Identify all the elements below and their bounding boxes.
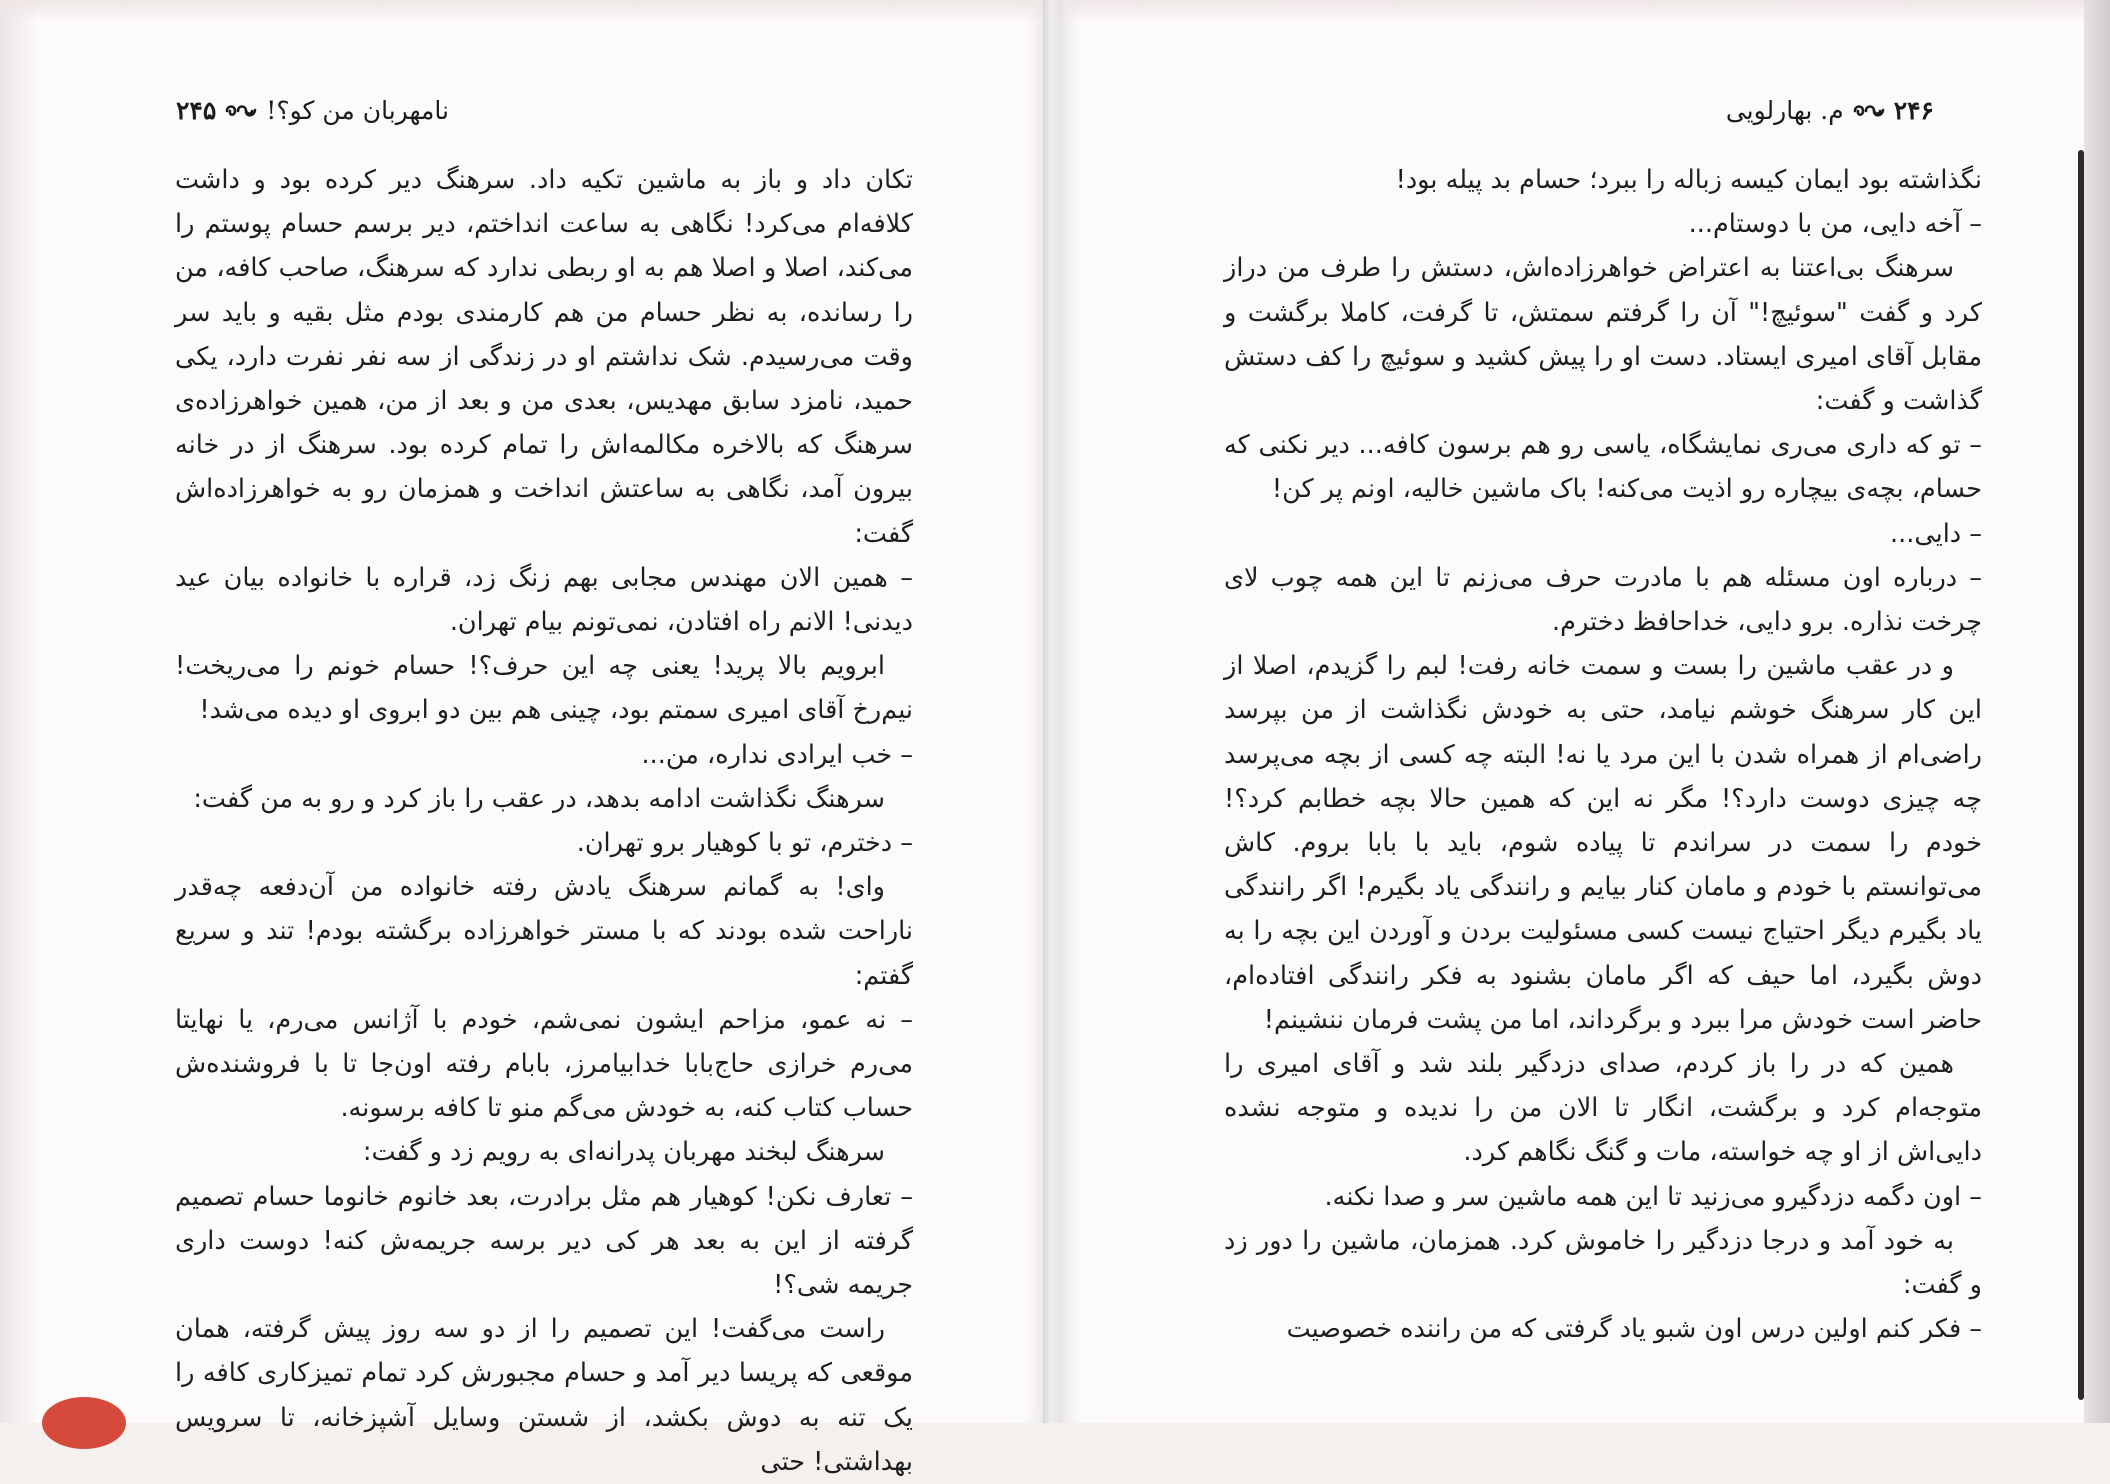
swirl-ornament-icon <box>224 102 258 120</box>
dialogue-line: – درباره اون مسئله هم با مادرت حرف می‌زنم تا این همه چوب لای چرخت نذاره. برو دایی، خداحافظ دخترم. <box>1224 562 1982 638</box>
page-number: ۲۴۵ <box>176 96 217 125</box>
paragraph: سرهنگ نگذاشت ادامه بدهد، در عقب را باز کرد و رو به من گفت: <box>193 783 885 814</box>
paragraph: راست می‌گفت! این تصمیم را از دو سه روز پیش گرفته، همان موقعی که پریسا دیر آمد و حسام مجبورش کرد تمام تمیزکاری کافه را یک تنه به دوش بکشد، از شستن وسایل آشپزخانه، تا سرویس بهداشتی! حتی <box>175 1314 913 1477</box>
right-page <box>1063 0 2110 1423</box>
paragraph: همین که در را باز کردم، صدای دزدگیر بلند شد و آقای امیری را متوجه‌ام کرد و برگشت، انگار تا الان من را ندیده و متوجه نشده دایی‌اش از او چه خواسته، مات و گنگ نگاهم کرد. <box>1224 1049 1982 1168</box>
dialogue-line: – دخترم، تو با کوهیار برو تهران. <box>576 828 913 859</box>
dialogue-line: – دایی... <box>1890 518 1982 549</box>
corner-mark <box>42 1397 126 1449</box>
dialogue-line: – آخه دایی، من با دوستام... <box>1688 209 1982 240</box>
page-outer-edge <box>2084 0 2110 1423</box>
dialogue-line: – اون دگمه دزدگیرو می‌زنید تا این همه ماشین سر و صدا نکنه. <box>1324 1181 1982 1212</box>
dialogue-line: – تو که داری می‌ری نمایشگاه، یاسی رو هم برسون کافه... دیر نکنی که حسام، بچه‌ی بیچاره رو اذیت می‌کنه! باک ماشین خالیه، اونم پر کن! <box>1224 430 1982 505</box>
page-top-shade <box>1063 0 2110 22</box>
left-page <box>0 0 1043 1477</box>
dialogue-line: – خب ایرادی نداره، من... <box>641 739 913 770</box>
paragraph: و در عقب ماشین را بست و سمت خانه رفت! لبم را گزیدم، اصلا از این کار سرهنگ خوشم نیامد، حتی به خودش نگذاشت از من بپرسد راضی‌ام از همراه شدن با این مرد یا نه! البته چه کسی از بچه می‌پرسد چه چیزی دوست دارد؟! مگر نه این که همین حالا بچه خطابم کرد؟! خودم را سمت در سراندم تا پیاده شوم، باید با بابا بروم. کاش می‌توانستم با خودم و مامان کنار بیایم و رانندگی یاد بگیرم! اگر رانندگی یاد بگیرم دیگر احتیاج نیست کسی مسئولیت بردن و آوردن این بچه را به دوش بگیرد، اما حیف که اگر مامان بشنود به فکر رانندگی افتاده‌ام، حاضر است خودش مرا ببرد و برگرداند، اما من پشت فرمان ننشینم! <box>1224 651 1982 1035</box>
paragraph: به خود آمد و درجا دزدگیر را خاموش کرد. همزمان، ماشین را دور زد و گفت: <box>1224 1225 1982 1301</box>
dialogue-line: – فکر کنم اولین درس اون شبو یاد گرفتی که من راننده خصوصیت <box>1286 1314 1982 1345</box>
swirl-ornament-icon <box>1852 102 1886 120</box>
paragraph: ابرویم بالا پرید! یعنی چه این حرف؟! حسام خونم را می‌ریخت! نیم‌رخ آقای امیری سمتم بود، چینی هم بین دو ابروی او دیده می‌شد! <box>175 651 913 726</box>
paragraph: سرهنگ لبخند مهربان پدرانه‌ای به رویم زد و گفت: <box>362 1137 885 1168</box>
left-page-header <box>176 96 449 125</box>
dialogue-line: – نه عمو، مزاحم ایشون نمی‌شم، خودم با آژانس می‌رم، یا نهایتا می‌رم خرازی حاج‌بابا خدابیامرز، بابام رفته اون‌جا تا با فروشنده‌ش حساب کتاب کنه، به خودش می‌گم منو تا کافه برسونه. <box>175 1004 913 1124</box>
right-page-body <box>1224 158 1982 1351</box>
left-page-body <box>175 158 913 1484</box>
book-gutter <box>1043 0 1063 1423</box>
page-outer-edge <box>0 0 36 1423</box>
page-top-shade <box>0 0 1043 22</box>
paragraph: نگذاشته بود ایمان کیسه زباله را ببرد؛ حسام بد پیله بود! <box>1395 165 1982 195</box>
paragraph: وای! به گمانم سرهنگ یادش رفته خانواده من آن‌دفعه چه‌قدر ناراحت شده بودند که با مستر خواهرزاده برگشته بودم! تند و سریع گفتم: <box>175 872 913 991</box>
dialogue-line: – تعارف نکن! کوهیار هم مثل برادرت، بعد خانوم خانوما حسام تصمیم گرفته از این به بعد هر کی دیر برسه جریمه‌ش کنه! دوست داری جریمه شی؟! <box>175 1181 913 1301</box>
paragraph: سرهنگ بی‌اعتنا به اعتراض خواهرزاده‌اش، دستش را طرف من دراز کرد و گفت "سوئیچ!" آن را گرفتم سمتش، تا گرفت، کاملا برگشت و مقابل آقای امیری ایستاد. دست او را پیش کشید و سوئیچ را کف دستش گذاشت و گفت: <box>1224 253 1982 417</box>
paragraph: تکان داد و باز به ماشین تکیه داد. سرهنگ دیر کرده بود و داشت کلافه‌ام می‌کرد! نگاهی به ساعت انداختم، دیر برسم حسام پوستم را می‌کند، اصلا و اصلا هم به او ربطی ندارد که سرهنگ، صاحب کافه، من را رسانده، به نظر حسام من هم کارمندی بودم مثل بقیه و باید سر وقت می‌رسیدم. شک نداشتم او در زندگی از سه نفر نفرت دارد، یکی حمید، نامزد سابق مهدیس، بعدی من و بعد از من، همین خواهرزاده‌ی سرهنگ که بالاخره مکالمه‌اش را تمام کرده بود. سرهنگ از در خانه بیرون آمد، نگاهی به ساعتش انداخت و همزمان رو به خواهرزاده‌اش گفت: <box>175 165 913 549</box>
author-name: م. بهارلویی <box>1725 96 1844 125</box>
book-title: نامهربان من کو؟! <box>266 96 449 125</box>
page-number: ۲۴۶ <box>1893 96 1934 125</box>
right-page-header <box>1726 96 1934 125</box>
dialogue-line: – همین الان مهندس مجابی بهم زنگ زد، قراره با خانواده بیان عید دیدنی! الانم راه افتادن، نمی‌تونم بیام تهران. <box>175 562 913 638</box>
